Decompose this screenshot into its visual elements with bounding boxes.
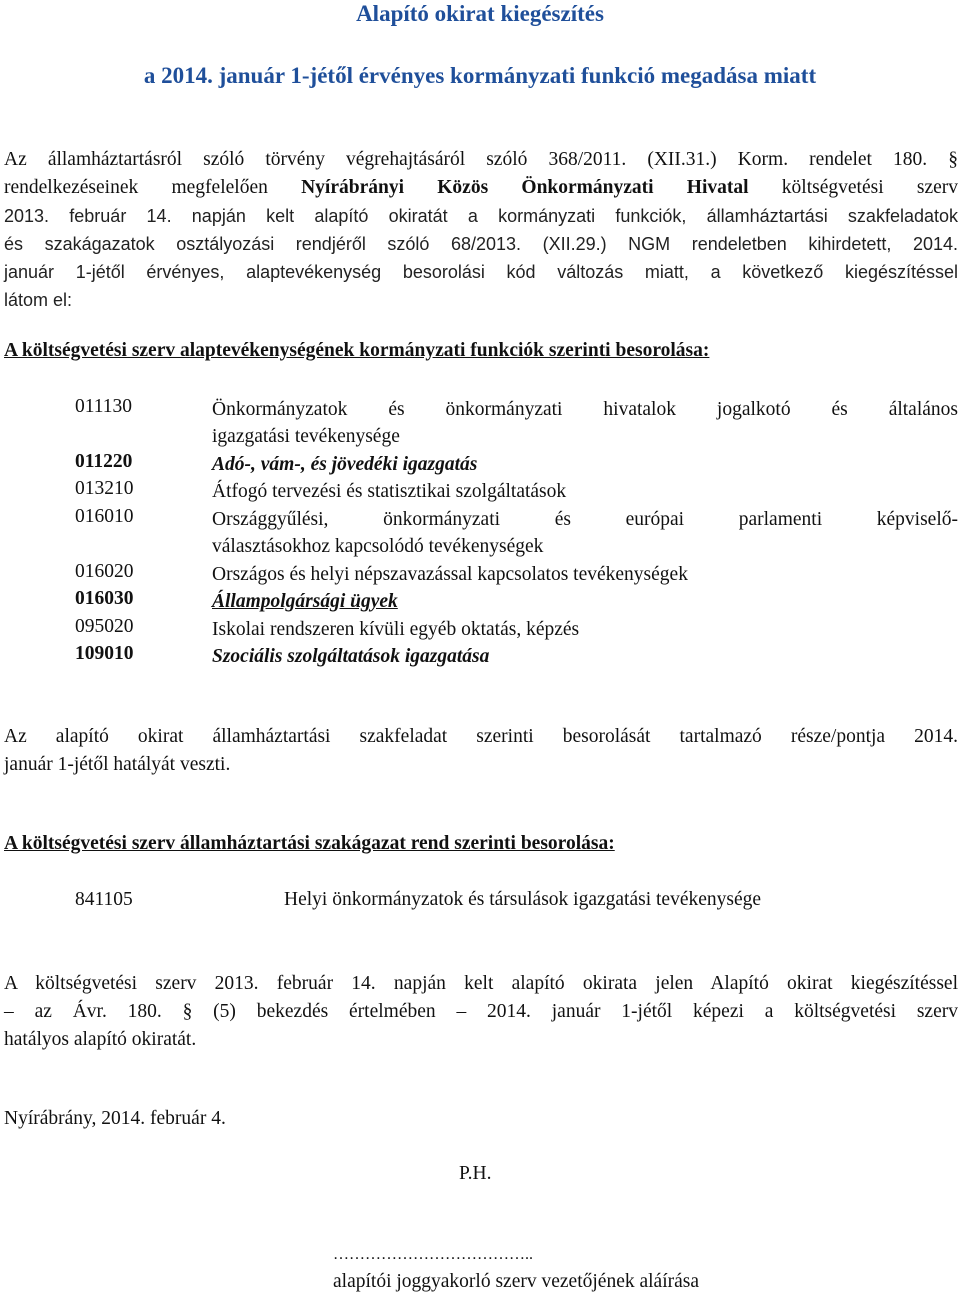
repeal-paragraph: Az alapító okirat államháztartási szakfeladat szerinti besorolását tartalmazó része/pontja 2014. január 1-jétől hatályát veszti. <box>4 726 958 775</box>
function-code: 095020 <box>75 616 134 637</box>
function-code: 011220 <box>75 451 133 472</box>
function-code: 013210 <box>75 478 134 499</box>
intro-line: rendelkezéseinek megfelelően Nyírábrányi Közös Önkormányzati Hivatal költségvetési szerv <box>4 177 958 198</box>
function-code: 011130 <box>75 396 133 417</box>
stamp-placeholder: P.H. <box>459 1163 492 1184</box>
function-code: 016010 <box>75 506 134 527</box>
functions-heading: A költségvetési szerv alaptevékenységének kormányzati funkciók szerinti besorolása: <box>4 340 710 361</box>
signature-line: ……………………………….. <box>333 1246 533 1263</box>
validity-paragraph: A költségvetési szerv 2013. február 14. napján kelt alapító okirata jelen Alapító okirat kiegészítéssel – az Ávr. 180. § (5) bekezdés értelmében – 2014. január 1-jétől képezi a költségvetési szerv hatályos alapító okiratát. <box>4 973 958 1050</box>
function-code: 016030 <box>75 588 134 609</box>
signature-label: alapítói joggyakorló szerv vezetőjének aláírása <box>333 1271 700 1292</box>
function-description: Országgyűlési, önkormányzati és európai parlamenti képviselő- választásokhoz kapcsolódó tevékenységek <box>212 509 958 557</box>
function-description: Adó-, vám-, és jövedéki igazgatás <box>212 454 478 475</box>
function-description: Önkormányzatok és önkormányzati hivatalok jogalkotó és általános igazgatási tevékenysége <box>212 399 958 447</box>
document-subtitle: a 2014. január 1-jétől érvényes kormányzati funkció megadása miatt <box>143 63 817 88</box>
function-description: Állampolgársági ügyek <box>212 591 398 612</box>
sector-code: 841105 <box>75 889 133 910</box>
intro-line: látom el: <box>4 290 73 310</box>
sector-heading: A költségvetési szerv államháztartási szakágazat rend szerinti besorolása: <box>4 833 615 854</box>
intro-line: és szakágazatok osztályozási rendjéről szóló 68/2013. (XII.29.) NGM rendeletben kihirdetett, 2014. <box>4 234 958 254</box>
place-and-date: Nyírábrány, 2014. február 4. <box>4 1108 226 1129</box>
intro-paragraph <box>4 146 958 314</box>
function-code: 016020 <box>75 561 134 582</box>
function-description: Szociális szolgáltatások igazgatása <box>212 646 490 667</box>
function-code: 109010 <box>75 643 134 664</box>
function-description: Átfogó tervezési és statisztikai szolgáltatások <box>212 481 567 502</box>
sector-description: Helyi önkormányzatok és társulások igazgatási tevékenysége <box>284 889 762 910</box>
function-description: Országos és helyi népszavazással kapcsolatos tevékenységek <box>212 564 688 585</box>
intro-line: Az államháztartásról szóló törvény végrehajtásáról szóló 368/2011. (XII.31.) Korm. rendelet 180. § <box>4 149 958 170</box>
institution-name: Nyírábrányi Közös Önkormányzati Hivatal <box>301 177 749 198</box>
function-description: Iskolai rendszeren kívüli egyéb oktatás, képzés <box>212 619 580 640</box>
intro-line: 2013. február 14. napján kelt alapító okiratát a kormányzati funkciók, államháztartási szakfeladatok <box>4 206 958 226</box>
document-title: Alapító okirat kiegészítés <box>356 1 604 26</box>
intro-line: január 1-jétől érvényes, alaptevékenység besorolási kód változás miatt, a következő kiegészítéssel <box>4 262 958 282</box>
